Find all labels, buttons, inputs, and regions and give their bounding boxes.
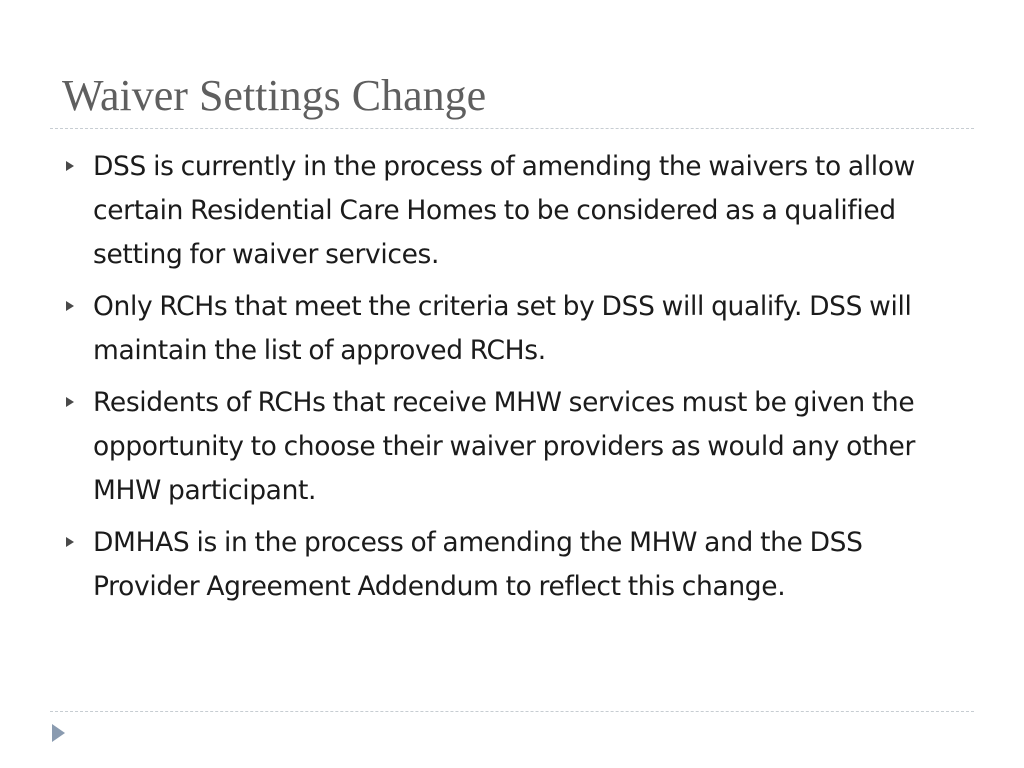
triangle-right-icon xyxy=(66,537,74,547)
bullet-text: DSS is currently in the process of amending the waivers to allow certain Residential Care Homes to be considered as a qualified setting for waiver services. xyxy=(93,151,916,270)
bullet-item xyxy=(66,521,971,609)
bullet-text: DMHAS is in the process of amending the MHW and the DSS Provider Agreement Addendum to reflect this change. xyxy=(93,527,863,602)
bullet-text: Residents of RCHs that receive MHW services must be given the opportunity to choose their waiver providers as would any other MHW participant. xyxy=(93,387,915,506)
bullet-item xyxy=(66,285,971,373)
bullet-list xyxy=(66,145,971,617)
bullet-text: Only RCHs that meet the criteria set by DSS will qualify. DSS will maintain the list of approved RCHs. xyxy=(93,291,912,366)
title-divider xyxy=(50,128,974,129)
slide-title: Waiver Settings Change xyxy=(62,71,487,120)
triangle-right-icon xyxy=(66,301,74,311)
bullet-item xyxy=(66,145,971,277)
footer-divider xyxy=(50,711,974,712)
triangle-right-icon xyxy=(66,161,74,171)
triangle-right-icon xyxy=(66,397,74,407)
play-arrow-icon[interactable] xyxy=(52,724,65,742)
bullet-item xyxy=(66,381,971,513)
